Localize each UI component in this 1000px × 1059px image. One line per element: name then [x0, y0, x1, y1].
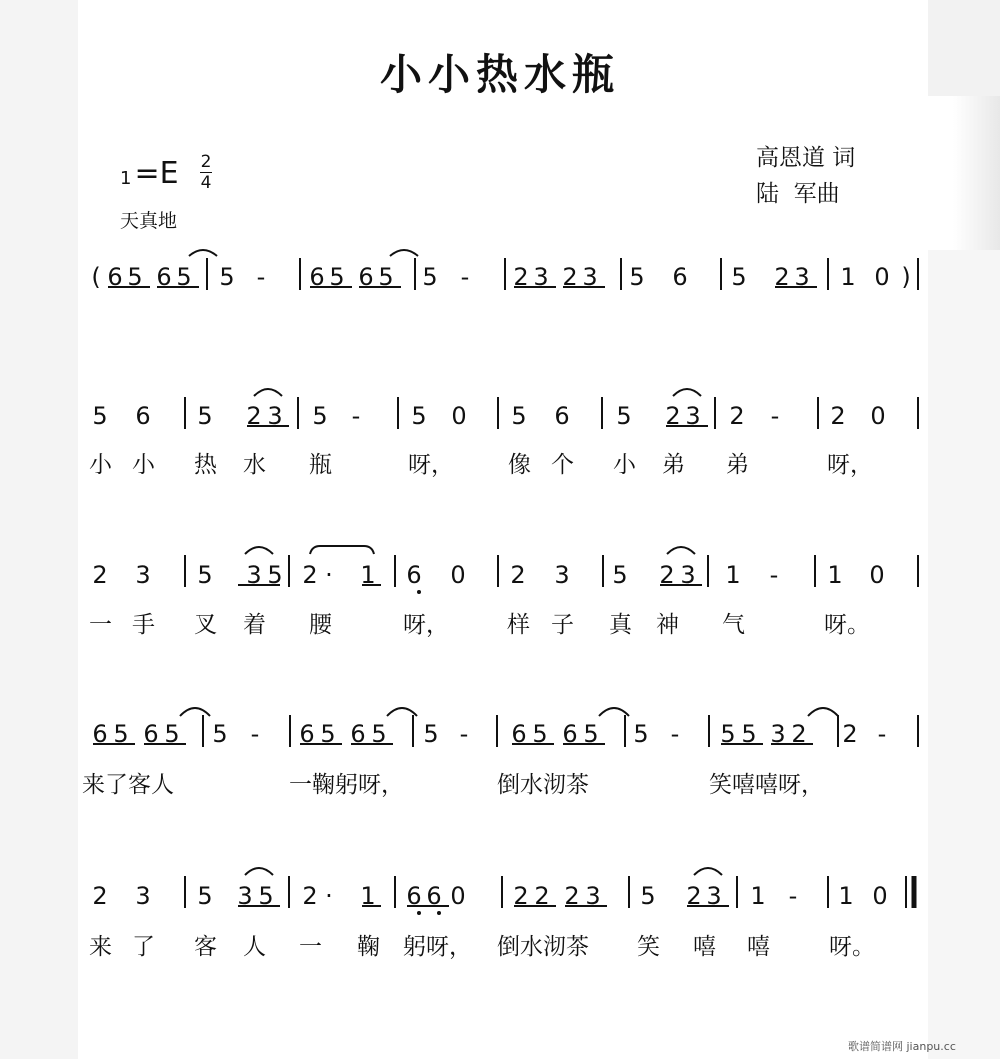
note: 3: [585, 882, 601, 910]
note: 5: [741, 720, 757, 748]
note: 2: [92, 561, 108, 589]
note: 0: [869, 561, 885, 589]
note: 3: [794, 263, 810, 291]
lyric: 气: [722, 612, 745, 638]
note: 5: [640, 882, 656, 910]
note: 3: [135, 561, 151, 589]
lyric: 手: [132, 612, 155, 638]
note: 1: [827, 561, 843, 589]
lyric: 子: [551, 612, 574, 638]
tempo-marking: 天真地: [120, 210, 178, 232]
note: 2: [510, 561, 526, 589]
lyric: 嘻: [747, 934, 770, 960]
time-signature-bottom: 4: [200, 173, 212, 193]
lyric: 样: [507, 612, 530, 638]
note: 5: [212, 720, 228, 748]
note: 6: [358, 263, 374, 291]
lyric: 鞠: [357, 934, 380, 960]
lyric: 着: [243, 612, 266, 638]
note: 1: [360, 882, 376, 910]
note: 5: [92, 402, 108, 430]
lyric: 小: [89, 452, 112, 478]
notation-marks-layer: [93, 250, 918, 915]
lyric: 笑: [637, 934, 660, 960]
note: 3: [554, 561, 570, 589]
note: -: [788, 882, 798, 910]
note: 0: [450, 882, 466, 910]
note: 2: [92, 882, 108, 910]
note: 2: [842, 720, 858, 748]
note: 2: [513, 882, 529, 910]
note: 5: [127, 263, 143, 291]
note: 5: [164, 720, 180, 748]
lyric: 人: [243, 934, 266, 960]
lyric: 笑嘻嘻呀，: [709, 772, 824, 798]
note: 6: [562, 720, 578, 748]
notes-layer: [91, 263, 910, 910]
note: (: [91, 263, 101, 291]
note: 2: [246, 402, 262, 430]
note: 6: [107, 263, 123, 291]
note: 5: [329, 263, 345, 291]
lyric: 弟: [662, 452, 685, 478]
lyric: 腰: [309, 612, 332, 638]
lyric: 弟: [726, 452, 749, 478]
note: 6: [350, 720, 366, 748]
lyric: 呀，: [827, 452, 873, 478]
lyric: 小: [132, 452, 155, 478]
lyric: 呀，: [408, 452, 454, 478]
note: -: [459, 720, 469, 748]
note: 3: [582, 263, 598, 291]
note: 2: [659, 561, 675, 589]
note: -: [670, 720, 680, 748]
note: 6: [511, 720, 527, 748]
note: 6: [299, 720, 315, 748]
note: 2: [665, 402, 681, 430]
song-title: 小小热水瓶: [379, 50, 620, 99]
key-name: =E: [134, 156, 179, 191]
note: ·: [325, 561, 333, 589]
time-signature-top: 2: [200, 152, 212, 172]
note: 6: [135, 402, 151, 430]
note: 6: [309, 263, 325, 291]
note: 5: [411, 402, 427, 430]
note: 2: [562, 263, 578, 291]
note: 5: [616, 402, 632, 430]
note: 5: [423, 720, 439, 748]
note: 0: [451, 402, 467, 430]
note: 5: [176, 263, 192, 291]
key-one: 1: [120, 168, 132, 189]
lyric: 客: [194, 934, 217, 960]
note: 5: [583, 720, 599, 748]
lyric: 真: [609, 612, 632, 638]
lyric: 小: [613, 452, 636, 478]
note: 6: [156, 263, 172, 291]
note: 6: [406, 561, 422, 589]
note: 0: [450, 561, 466, 589]
note: 5: [267, 561, 283, 589]
lyric: 一: [89, 612, 112, 638]
note: 2: [686, 882, 702, 910]
note: 6: [672, 263, 688, 291]
note: 3: [770, 720, 786, 748]
note: 2: [729, 402, 745, 430]
note: 1: [725, 561, 741, 589]
note: 5: [612, 561, 628, 589]
note: 2: [791, 720, 807, 748]
note: 2: [302, 882, 318, 910]
note: -: [460, 263, 470, 291]
note: 6: [143, 720, 159, 748]
note: 3: [533, 263, 549, 291]
note: 1: [360, 561, 376, 589]
note: 2: [564, 882, 580, 910]
note: 0: [874, 263, 890, 291]
note: 5: [731, 263, 747, 291]
note: 2: [302, 561, 318, 589]
note: 5: [720, 720, 736, 748]
note: 0: [870, 402, 886, 430]
note: 5: [219, 263, 235, 291]
note: 5: [113, 720, 129, 748]
note: 2: [830, 402, 846, 430]
note: 3: [267, 402, 283, 430]
note: 5: [629, 263, 645, 291]
note: 1: [840, 263, 856, 291]
note: 3: [685, 402, 701, 430]
note: 5: [378, 263, 394, 291]
note: 6: [92, 720, 108, 748]
note: ): [901, 263, 911, 291]
note: 2: [513, 263, 529, 291]
note: 6: [406, 882, 422, 910]
lyricist-credit: 高恩道 词: [756, 145, 856, 171]
lyric: 热: [194, 452, 217, 478]
lyric: 像: [508, 452, 531, 478]
lyric: 了: [132, 934, 155, 960]
note: 3: [135, 882, 151, 910]
lyric: 躬呀，: [403, 934, 472, 960]
note: 3: [246, 561, 262, 589]
note: 1: [750, 882, 766, 910]
note: 5: [312, 402, 328, 430]
note: 1: [838, 882, 854, 910]
note: 5: [511, 402, 527, 430]
note: ·: [325, 882, 333, 910]
lyric: 倒水沏茶: [497, 772, 589, 798]
note: -: [256, 263, 266, 291]
composer-credit: 陆 军曲: [756, 181, 840, 207]
lyric: 水: [243, 452, 266, 478]
note: 6: [426, 882, 442, 910]
note: -: [770, 402, 780, 430]
lyric: 一鞠躬呀，: [289, 772, 404, 798]
note: -: [769, 561, 779, 589]
site-watermark: 歌谱简谱网 jianpu.cc: [848, 1040, 956, 1053]
note: 2: [534, 882, 550, 910]
note: -: [351, 402, 361, 430]
lyric: 一: [299, 934, 322, 960]
note: 5: [422, 263, 438, 291]
lyric: 来: [89, 934, 112, 960]
lyric: 倒水沏茶: [497, 934, 589, 960]
lyric: 个: [551, 452, 574, 478]
note: -: [877, 720, 887, 748]
note: 5: [197, 561, 213, 589]
note: 2: [774, 263, 790, 291]
note: 5: [258, 882, 274, 910]
lyric: 瓶: [309, 452, 332, 478]
note: 5: [197, 882, 213, 910]
note: 3: [237, 882, 253, 910]
lyric: 叉: [194, 612, 217, 638]
note: 5: [197, 402, 213, 430]
lyric: 呀。: [824, 612, 870, 638]
note: 6: [554, 402, 570, 430]
lyric: 呀，: [403, 612, 449, 638]
lyric: 来了客人: [82, 772, 174, 798]
note: 3: [680, 561, 696, 589]
note: 5: [532, 720, 548, 748]
note: 5: [371, 720, 387, 748]
note: 5: [633, 720, 649, 748]
note: 3: [706, 882, 722, 910]
lyric: 神: [656, 612, 679, 638]
note: -: [250, 720, 260, 748]
lyric: 嘻: [693, 934, 716, 960]
note: 5: [320, 720, 336, 748]
note: 0: [872, 882, 888, 910]
lyric: 呀。: [829, 934, 875, 960]
